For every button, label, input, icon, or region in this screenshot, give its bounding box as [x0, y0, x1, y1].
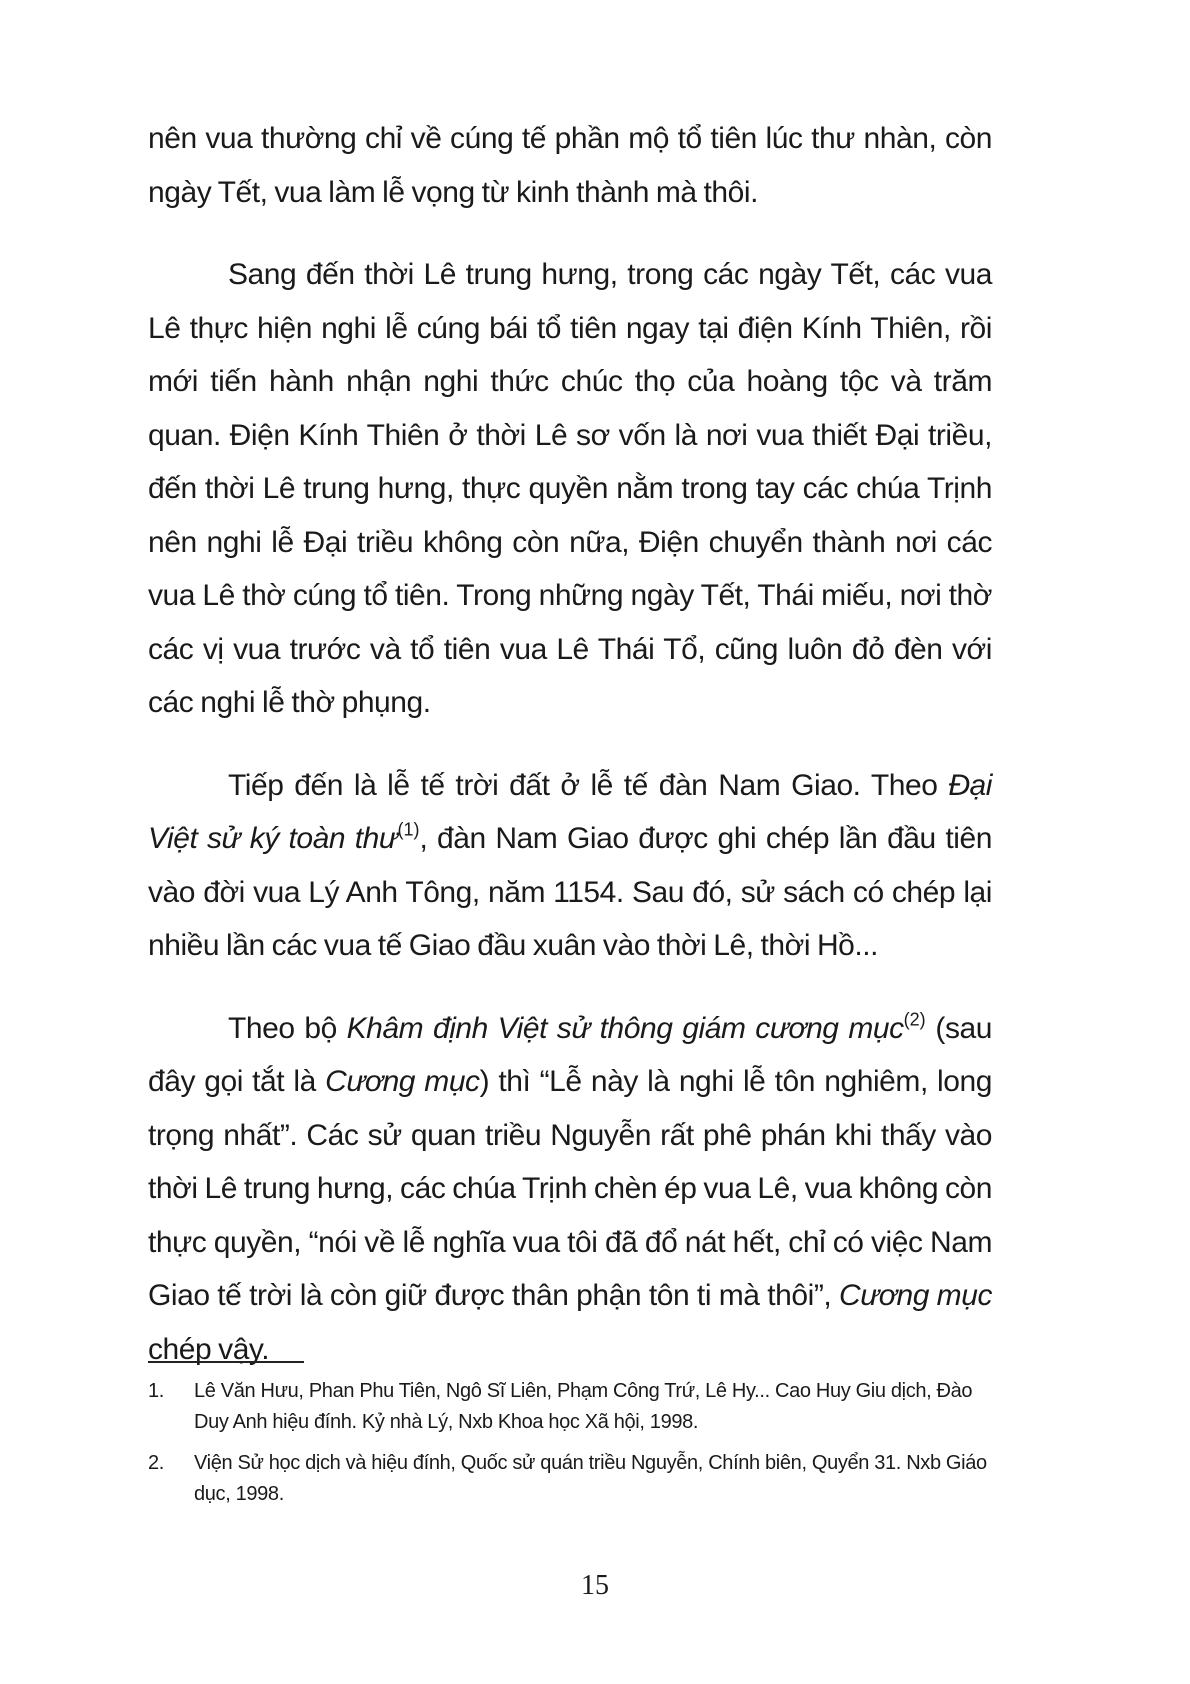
footnote-2-text: Viện Sử học dịch và hiệu đính, Quốc sử quán triều Nguyễn, Chính biên, Quyển 31. Nxb Giáo dục, 1998.: [194, 1452, 987, 1505]
footnote-ref-2[interactable]: (2): [903, 1008, 926, 1029]
footnote-divider: [148, 1361, 304, 1363]
page-number: 15: [581, 1570, 609, 1601]
footnote-2: [148, 1448, 992, 1510]
footnotes: [148, 1376, 992, 1520]
footnote-1-text: Lê Văn Hưu, Phan Phu Tiên, Ngô Sĩ Liên, Phạm Công Trứ, Lê Hy... Cao Huy Giu dịch, Đào Duy Anh hiệu đính. Kỷ nhà Lý, Nxb Khoa học Xã hội, 1998.: [194, 1380, 973, 1433]
footnote-1: [148, 1376, 992, 1438]
paragraph-4-text-c: ) thì “Lễ này là nghi lễ tôn nghiêm, long trọng nhất”. Các sử quan triều Nguyễn rất phê phán khi thấy vào thời Lê trung hưng, các chúa Trịnh chèn ép vua Lê, vua không còn thực quyền, “nói về lễ nghĩa vua tôi đã đổ nát hết, chỉ có việc Nam Giao tế trời là còn giữ được thân phận tôn ti mà thôi”,: [148, 1065, 992, 1312]
body-text: [148, 112, 992, 1376]
paragraph-2: [148, 248, 992, 730]
footnote-ref-1[interactable]: (1): [397, 819, 420, 840]
footnote-2-number: 2.: [148, 1452, 164, 1474]
paragraph-4: [148, 1002, 992, 1377]
book-title-dai-viet: Đại Việt sử ký toàn thư: [148, 768, 992, 855]
paragraph-2-text: Sang đến thời Lê trung hưng, trong các ngày Tết, các vua Lê thực hiện nghi lễ cúng bái tổ tiên ngay tại điện Kính Thiên, rồi mới tiến hành nhận nghi thức chúc thọ của hoàng tộc và trăm quan. Điện Kính Thiên ở thời Lê sơ vốn là nơi vua thiết Đại triều, đến thời Lê trung hưng, thực quyền nằm trong tay các chúa Trịnh nên nghi lễ Đại triều không còn nữa, Điện chuyển thành nơi các vua Lê thờ cúng tổ tiên. Trong những ngày Tết, Thái miếu, nơi thờ các vị vua trước và tổ tiên vua Lê Thái Tổ, cũng luôn đỏ đèn với các nghi lễ thờ phụng.: [148, 258, 992, 719]
paragraph-1: [148, 112, 992, 219]
paragraph-3-text-b: , đàn Nam Giao được ghi chép lần đầu tiên vào đời vua Lý Anh Tông, năm 1154. Sau đó, sử sách có chép lại nhiều lần các vua tế Giao đầu xuân vào thời Lê, thời Hồ...: [148, 822, 992, 962]
paragraph-3-text-a: Tiếp đến là lễ tế trời đất ở lễ tế đàn Nam Giao. Theo: [228, 768, 949, 802]
book-title-cuong-muc-full: Khâm định Việt sử thông giám cương mục: [346, 1011, 904, 1045]
paragraph-3: [148, 759, 992, 973]
paragraph-4-text-b: (sau đây gọi tắt là: [148, 1011, 992, 1098]
paragraph-4-text-d: chép vậy.: [148, 1332, 270, 1366]
footnote-1-number: 1.: [148, 1380, 164, 1402]
paragraph-1-text: nên vua thường chỉ về cúng tế phần mộ tổ tiên lúc thư nhàn, còn ngày Tết, vua làm lễ vọng từ kinh thành mà thôi.: [148, 122, 992, 209]
book-title-cuong-muc-short-2: Cương mục: [839, 1279, 992, 1312]
paragraph-4-text-a: Theo bộ: [228, 1011, 347, 1045]
book-title-cuong-muc-short: Cương mục: [325, 1065, 480, 1098]
